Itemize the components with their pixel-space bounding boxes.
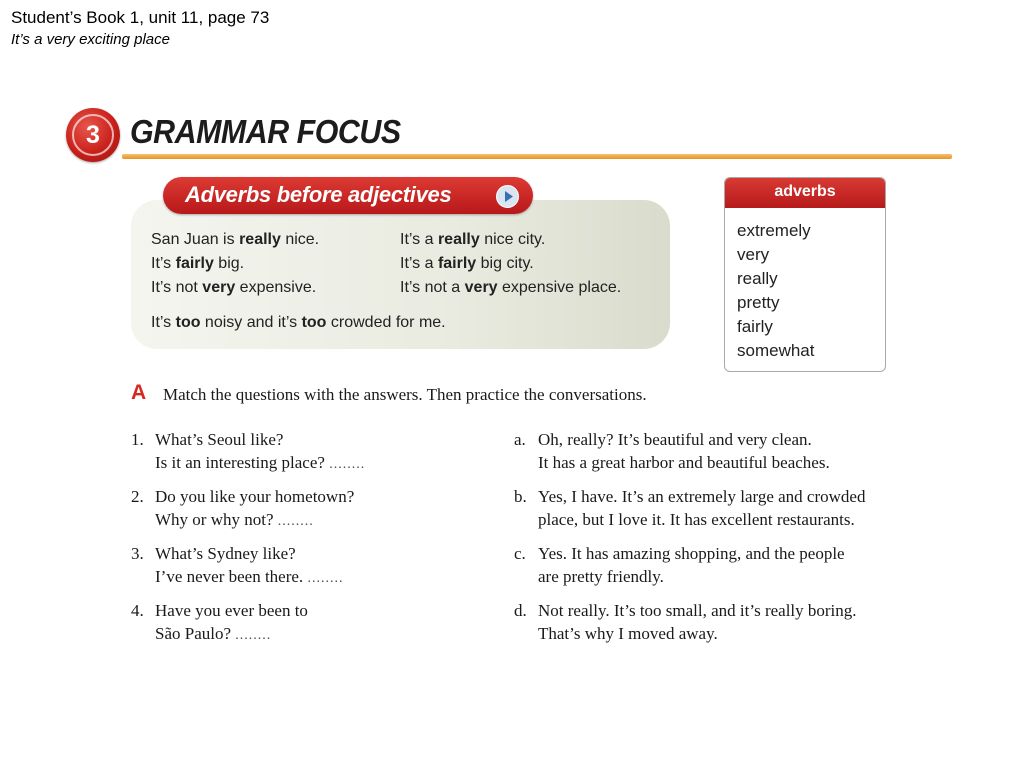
grammar-example: It’s a really nice city. (400, 231, 546, 248)
section-divider (122, 154, 952, 159)
question-item: 2. Do you like your hometown? Why or why not? ........ (131, 487, 355, 529)
section-title: GRAMMAR FOCUS (130, 113, 401, 150)
adverb-item: very (737, 245, 770, 264)
adverb-item: extremely (737, 221, 811, 240)
adverbs-box (724, 177, 886, 372)
exercise-instruction: Match the questions with the answers. Then practice the conversations. (163, 385, 647, 404)
adverb-item: fairly (737, 317, 773, 336)
question-item: 1. What’s Seoul like? Is it an interesting place? ........ (131, 430, 366, 472)
answer-blank[interactable]: ........ (329, 456, 366, 472)
grammar-example: San Juan is really nice. (151, 231, 320, 248)
question-item: 4. Have you ever been to São Paulo? ........ (131, 601, 308, 643)
page-title: Student’s Book 1, unit 11, page 73 (11, 8, 270, 27)
answer-item: c. Yes. It has amazing shopping, and the people are pretty friendly. (514, 544, 845, 586)
exercise-letter: A (131, 381, 147, 404)
section-number-badge (66, 108, 120, 162)
grammar-label-pill (163, 177, 533, 214)
answer-blank[interactable]: ........ (307, 570, 344, 586)
page-subtitle: It’s a very exciting place (11, 31, 170, 48)
grammar-example: It’s too noisy and it’s too crowded for me. (151, 314, 446, 331)
answer-item: d. Not really. It’s too small, and it’s really boring. That’s why I moved away. (514, 601, 857, 643)
answer-item: b. Yes, I have. It’s an extremely large and crowded place, but I love it. It has excellent restaurants. (514, 487, 866, 529)
grammar-example: It’s not a very expensive place. (400, 279, 622, 296)
grammar-example: It’s fairly big. (151, 255, 245, 272)
grammar-example: It’s a fairly big city. (400, 255, 534, 272)
grammar-label: Adverbs before adjectives (185, 182, 452, 207)
answer-blank[interactable]: ........ (235, 627, 272, 643)
grammar-example: It’s not very expensive. (151, 279, 317, 296)
question-item: 3. What’s Sydney like? I’ve never been there. ........ (131, 544, 344, 586)
answer-blank[interactable]: ........ (277, 513, 314, 529)
play-arrow-icon[interactable] (496, 185, 519, 208)
adverb-item: pretty (737, 293, 780, 312)
adverb-item: somewhat (737, 341, 815, 360)
answer-item: a. Oh, really? It’s beautiful and very clean. It has a great harbor and beautiful beaches. (514, 430, 830, 472)
section-number: 3 (72, 114, 114, 156)
adverbs-title: adverbs (725, 178, 885, 208)
adverb-item: really (737, 269, 778, 288)
